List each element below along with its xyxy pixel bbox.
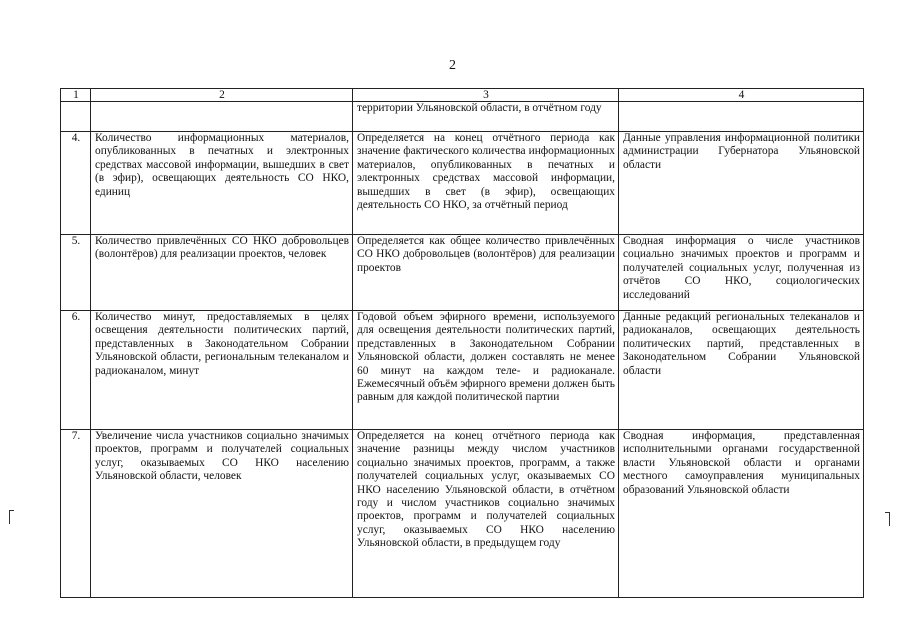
column-header-4: 4: [619, 89, 864, 102]
indicator-cell: Количество минут, предоставляемых в целях освещения деятельности политических партий, представленных в Законодательном Собрании Ульяновской области, региональным телеканалом и радиоканалом, минут: [91, 311, 353, 430]
indicators-table: [60, 88, 864, 598]
table-row: [61, 235, 864, 311]
method-cell: Определяется на конец отчётного периода как значение разницы между числом участников социально значимых проектов, программ, а также получателей социальных услуг, оказываемых СО НКО населению Ульяновской области, в отчётном году и числом участников социально значимых проектов, программ и получателей социальных услуг, оказываемых СО НКО населению Ульяновской области, в предыдущем году: [353, 430, 619, 598]
source-cell: [619, 102, 864, 132]
method-cell: территории Ульяновской области, в отчётном году: [353, 102, 619, 132]
table-row: [61, 102, 864, 132]
indicator-cell: Количество привлечённых СО НКО добровольцев (волонтёров) для реализации проектов, человек: [91, 235, 353, 311]
source-cell: Сводная информация о числе участников социально значимых проектов и программ и получателей социальных услуг, полученная из отчётов СО НКО, социологических исследований: [619, 235, 864, 311]
row-number: 5.: [61, 235, 91, 311]
table-row: [61, 430, 864, 598]
page-number: 2: [449, 58, 456, 73]
method-cell: Определяется на конец отчётного периода как значение фактического количества информационных материалов, опубликованных в печатных и электронных средствах массовой информации, вышедших в свет (в эфир), освещающих деятельность СО НКО, за отчётный период: [353, 132, 619, 235]
column-header-3: 3: [353, 89, 619, 102]
column-header-1: 1: [61, 89, 91, 102]
row-number: 6.: [61, 311, 91, 430]
scan-mark-left: [9, 510, 14, 511]
source-cell: Данные редакций региональных телеканалов и радиоканалов, освещающих деятельность политических партий, представленных в Законодательном Собрании Ульяновской области: [619, 311, 864, 430]
scan-mark-right: [889, 512, 890, 526]
table-row: [61, 132, 864, 235]
table-row: [61, 311, 864, 430]
indicator-cell: Увеличение числа участников социально значимых проектов, программ и получателей социальных услуг, оказываемых СО НКО населению Ульяновской области, человек: [91, 430, 353, 598]
column-header-2: 2: [91, 89, 353, 102]
indicator-cell: [91, 102, 353, 132]
indicator-cell: Количество информационных материалов, опубликованных в печатных и электронных средствах массовой информации, вышедших в свет (в эфир), освещающих деятельность СО НКО, единиц: [91, 132, 353, 235]
scan-mark-left: [9, 510, 10, 524]
row-number: 4.: [61, 132, 91, 235]
scan-mark-right: [885, 512, 890, 513]
method-cell: Определяется как общее количество привлечённых СО НКО добровольцев (волонтёров) для реализации проектов: [353, 235, 619, 311]
row-number: 7.: [61, 430, 91, 598]
source-cell: Сводная информация, представленная исполнительными органами государственной власти Ульяновской области и органами местного самоуправления муниципальных образований Ульяновской области: [619, 430, 864, 598]
source-cell: Данные управления информационной политики администрации Губернатора Ульяновской области: [619, 132, 864, 235]
row-number: [61, 102, 91, 132]
table-header-row: [61, 89, 864, 102]
method-cell: Годовой объем эфирного времени, используемого для освещения деятельности политических партий, представленных в Законодательном Собрании Ульяновской области, должен составлять не менее 60 минут на каждом теле- и радиоканале. Ежемесячный объём эфирного времени должен быть равным для каждой политической партии: [353, 311, 619, 430]
